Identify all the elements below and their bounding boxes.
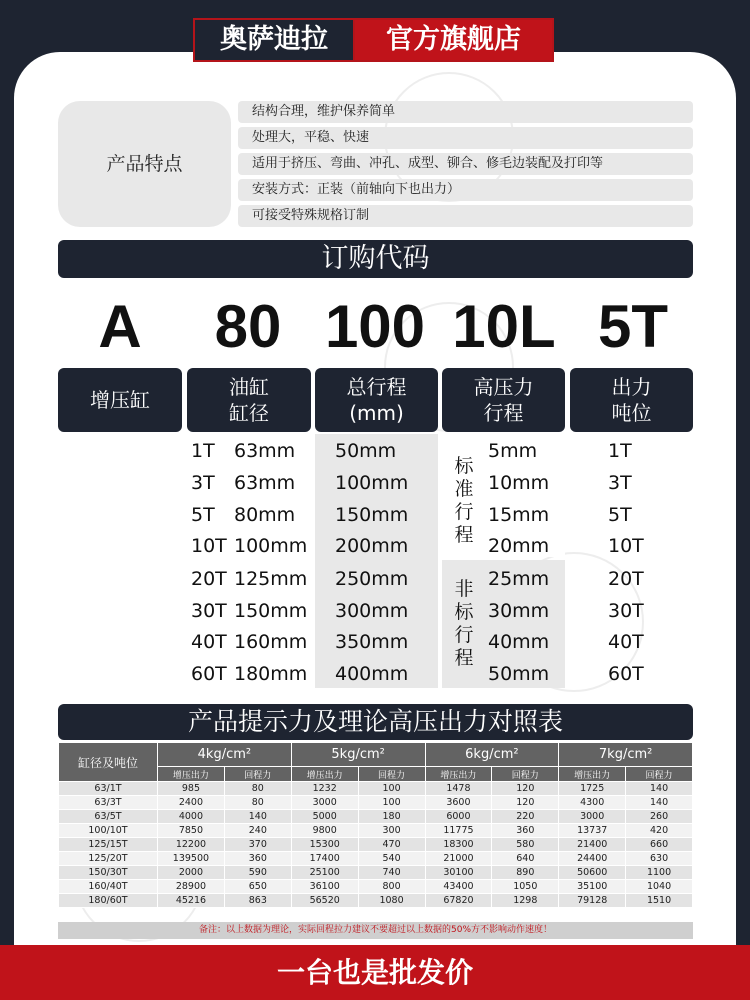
row-bore: 150mm — [234, 600, 308, 622]
table-cell: 120 — [492, 796, 559, 810]
table-cell: 890 — [492, 866, 559, 880]
row-label-cell: 160/40T — [59, 880, 158, 894]
table-cell: 1050 — [492, 880, 559, 894]
sub-header: 增压出力 — [291, 767, 358, 782]
table-cell: 1232 — [291, 782, 358, 796]
header-hp-stroke-line2: 行程 — [483, 401, 524, 425]
table-cell: 100 — [358, 782, 425, 796]
row-ton: 60T — [191, 663, 227, 685]
header-stroke-line2: (mm) — [349, 401, 404, 425]
nonstandard-stroke-label — [452, 578, 476, 670]
table-cell: 43400 — [425, 880, 492, 894]
table-cell: 1478 — [425, 782, 492, 796]
row-tonnage: 1T — [608, 440, 632, 462]
row-stroke: 250mm — [335, 568, 409, 590]
table-cell: 100 — [358, 796, 425, 810]
code-series: A — [98, 293, 142, 360]
table-cell: 7850 — [158, 824, 225, 838]
table-cell: 370 — [224, 838, 291, 852]
row-hp-stroke: 5mm — [488, 440, 538, 462]
row-bore: 63mm — [234, 472, 296, 494]
table-cell: 420 — [626, 824, 693, 838]
row-tonnage: 30T — [608, 600, 644, 622]
table-cell: 1298 — [492, 894, 559, 908]
nonstandard-char: 非 — [454, 578, 474, 600]
pressure-header: 7kg/cm² — [559, 743, 693, 767]
table-cell: 45216 — [158, 894, 225, 908]
standard-char: 标 — [454, 455, 474, 477]
row-stroke: 350mm — [335, 631, 409, 653]
row-bore: 125mm — [234, 568, 308, 590]
row-stroke: 200mm — [335, 535, 409, 557]
row-hp-stroke: 10mm — [488, 472, 550, 494]
pressure-header: 5kg/cm² — [291, 743, 425, 767]
row-bore: 63mm — [234, 440, 296, 462]
row-label-cell: 125/15T — [59, 838, 158, 852]
table-cell: 140 — [224, 810, 291, 824]
header-hp-stroke-line1: 高压力 — [473, 375, 534, 399]
table-cell: 79128 — [559, 894, 626, 908]
comparison-body — [59, 782, 693, 908]
row-tonnage: 60T — [608, 663, 644, 685]
row-tonnage: 3T — [608, 472, 632, 494]
feature-item: 可接受特殊规格订制 — [238, 205, 693, 227]
code-stroke: 100 — [324, 293, 426, 360]
table-cell: 6000 — [425, 810, 492, 824]
table-cell: 3600 — [425, 796, 492, 810]
table-cell: 140 — [626, 796, 693, 810]
table-cell: 9800 — [291, 824, 358, 838]
row-ton: 1T — [191, 440, 215, 462]
table-cell: 4000 — [158, 810, 225, 824]
row-stroke: 400mm — [335, 663, 409, 685]
table-cell: 30100 — [425, 866, 492, 880]
table-cell: 25100 — [291, 866, 358, 880]
table-cell: 470 — [358, 838, 425, 852]
table-cell: 11775 — [425, 824, 492, 838]
row-label-cell: 63/1T — [59, 782, 158, 796]
table-cell: 863 — [224, 894, 291, 908]
row-bore: 100mm — [234, 535, 308, 557]
table-row — [59, 796, 693, 810]
header-tonnage — [570, 368, 693, 432]
row-hp-stroke: 40mm — [488, 631, 550, 653]
table-cell: 3000 — [291, 796, 358, 810]
header-stroke-line1: 总行程 — [346, 375, 407, 399]
table-cell: 80 — [224, 782, 291, 796]
table-row — [59, 880, 693, 894]
table-cell: 800 — [358, 880, 425, 894]
table-cell: 740 — [358, 866, 425, 880]
table-cell: 139500 — [158, 852, 225, 866]
table-cell: 28900 — [158, 880, 225, 894]
table-cell: 360 — [492, 824, 559, 838]
table-cell: 13737 — [559, 824, 626, 838]
header-bore-line1: 油缸 — [229, 375, 269, 399]
row-bore: 80mm — [234, 504, 296, 526]
table-cell: 15300 — [291, 838, 358, 852]
feature-item: 处理大，平稳、快速 — [238, 127, 693, 149]
nonstandard-char: 程 — [454, 647, 474, 669]
table-cell: 3000 — [559, 810, 626, 824]
table-cell: 80 — [224, 796, 291, 810]
row-stroke: 100mm — [335, 472, 409, 494]
header-hp-stroke — [442, 368, 565, 432]
table-cell: 180 — [358, 810, 425, 824]
header-tonnage-line2: 吨位 — [611, 401, 652, 425]
row-label-cell: 63/5T — [59, 810, 158, 824]
table-cell: 35100 — [559, 880, 626, 894]
row-tonnage: 10T — [608, 535, 644, 557]
promo-banner: 一台也是批发价 — [0, 945, 750, 1000]
row-tonnage: 20T — [608, 568, 644, 590]
table-cell: 5000 — [291, 810, 358, 824]
table-cell: 36100 — [291, 880, 358, 894]
table-cell: 56520 — [291, 894, 358, 908]
row-stroke: 300mm — [335, 600, 409, 622]
row-label-cell: 125/20T — [59, 852, 158, 866]
row-tonnage: 40T — [608, 631, 644, 653]
sub-header: 增压出力 — [158, 767, 225, 782]
table-cell: 1040 — [626, 880, 693, 894]
row-label-cell: 150/30T — [59, 866, 158, 880]
corner-header: 缸径及吨位 — [59, 743, 158, 782]
sub-header: 增压出力 — [425, 767, 492, 782]
table-cell: 24400 — [559, 852, 626, 866]
comparison-table — [58, 742, 693, 908]
feature-item: 安装方式：正装（前轴向下也出力） — [238, 179, 693, 201]
table-row — [59, 894, 693, 908]
brand-banner — [193, 18, 554, 62]
table-cell: 590 — [224, 866, 291, 880]
header-booster-label: 增压缸 — [90, 388, 150, 412]
table-cell: 260 — [626, 810, 693, 824]
row-ton: 30T — [191, 600, 227, 622]
sub-header: 回程力 — [492, 767, 559, 782]
standard-stroke-label — [452, 455, 476, 547]
table-cell: 640 — [492, 852, 559, 866]
pressure-header: 6kg/cm² — [425, 743, 559, 767]
row-label-cell: 100/10T — [59, 824, 158, 838]
row-ton: 20T — [191, 568, 227, 590]
table-row — [59, 810, 693, 824]
row-hp-stroke: 20mm — [488, 535, 550, 557]
table-cell: 1510 — [626, 894, 693, 908]
brand-name: 奥萨迪拉 — [195, 20, 355, 60]
table-cell: 540 — [358, 852, 425, 866]
header-stroke — [315, 368, 438, 432]
standard-char: 程 — [454, 524, 474, 546]
store-label: 官方旗舰店 — [355, 20, 552, 60]
row-bore: 180mm — [234, 663, 308, 685]
row-hp-stroke: 25mm — [488, 568, 550, 590]
code-hp-stroke: 10L — [452, 293, 556, 360]
row-stroke: 150mm — [335, 504, 409, 526]
table-cell: 660 — [626, 838, 693, 852]
header-bore-line2: 缸径 — [229, 401, 269, 425]
standard-char: 行 — [454, 501, 474, 523]
row-ton: 10T — [191, 535, 227, 557]
table-cell: 1100 — [626, 866, 693, 880]
features-title: 产品特点 — [58, 101, 231, 227]
table-cell: 300 — [358, 824, 425, 838]
table-cell: 220 — [492, 810, 559, 824]
table-cell: 67820 — [425, 894, 492, 908]
table-cell: 630 — [626, 852, 693, 866]
row-stroke: 50mm — [335, 440, 397, 462]
table-cell: 21000 — [425, 852, 492, 866]
table-cell: 1725 — [559, 782, 626, 796]
table-row — [59, 866, 693, 880]
table-cell: 360 — [224, 852, 291, 866]
table-cell: 240 — [224, 824, 291, 838]
comparison-title: 产品提示力及理论高压出力对照表 — [58, 704, 693, 740]
pressure-header: 4kg/cm² — [158, 743, 292, 767]
row-label-cell: 180/60T — [59, 894, 158, 908]
table-cell: 17400 — [291, 852, 358, 866]
table-row — [59, 824, 693, 838]
table-cell: 2000 — [158, 866, 225, 880]
row-bore: 160mm — [234, 631, 308, 653]
header-booster — [58, 368, 182, 432]
table-cell: 50600 — [559, 866, 626, 880]
table-cell: 21400 — [559, 838, 626, 852]
row-hp-stroke: 50mm — [488, 663, 550, 685]
footnote: 备注：以上数据为理论，实际回程拉力建议不要超过以上数据的50%方不影响动作速度！ — [58, 922, 693, 939]
table-row — [59, 838, 693, 852]
row-hp-stroke: 30mm — [488, 600, 550, 622]
table-row — [59, 782, 693, 796]
table-cell: 650 — [224, 880, 291, 894]
table-cell: 580 — [492, 838, 559, 852]
row-ton: 5T — [191, 504, 215, 526]
table-cell: 140 — [626, 782, 693, 796]
table-cell: 4300 — [559, 796, 626, 810]
nonstandard-char: 标 — [454, 601, 474, 623]
table-row — [59, 852, 693, 866]
row-tonnage: 5T — [608, 504, 632, 526]
row-ton: 3T — [191, 472, 215, 494]
table-cell: 2400 — [158, 796, 225, 810]
standard-char: 准 — [454, 478, 474, 500]
sub-header: 回程力 — [358, 767, 425, 782]
table-cell: 120 — [492, 782, 559, 796]
sub-header: 回程力 — [626, 767, 693, 782]
sub-header: 回程力 — [224, 767, 291, 782]
table-cell: 18300 — [425, 838, 492, 852]
table-cell: 1080 — [358, 894, 425, 908]
feature-item: 适用于挤压、弯曲、冲孔、成型、铆合、修毛边装配及打印等 — [238, 153, 693, 175]
row-hp-stroke: 15mm — [488, 504, 550, 526]
code-bore: 80 — [214, 293, 282, 360]
header-bore — [187, 368, 311, 432]
row-ton: 40T — [191, 631, 227, 653]
row-label-cell: 63/3T — [59, 796, 158, 810]
order-code-title: 订购代码 — [58, 240, 693, 278]
feature-item: 结构合理，维护保养简单 — [238, 101, 693, 123]
table-cell: 12200 — [158, 838, 225, 852]
sub-header: 增压出力 — [559, 767, 626, 782]
nonstandard-char: 行 — [454, 624, 474, 646]
table-cell: 985 — [158, 782, 225, 796]
code-tonnage: 5T — [597, 293, 669, 360]
header-tonnage-line1: 出力 — [611, 375, 652, 399]
